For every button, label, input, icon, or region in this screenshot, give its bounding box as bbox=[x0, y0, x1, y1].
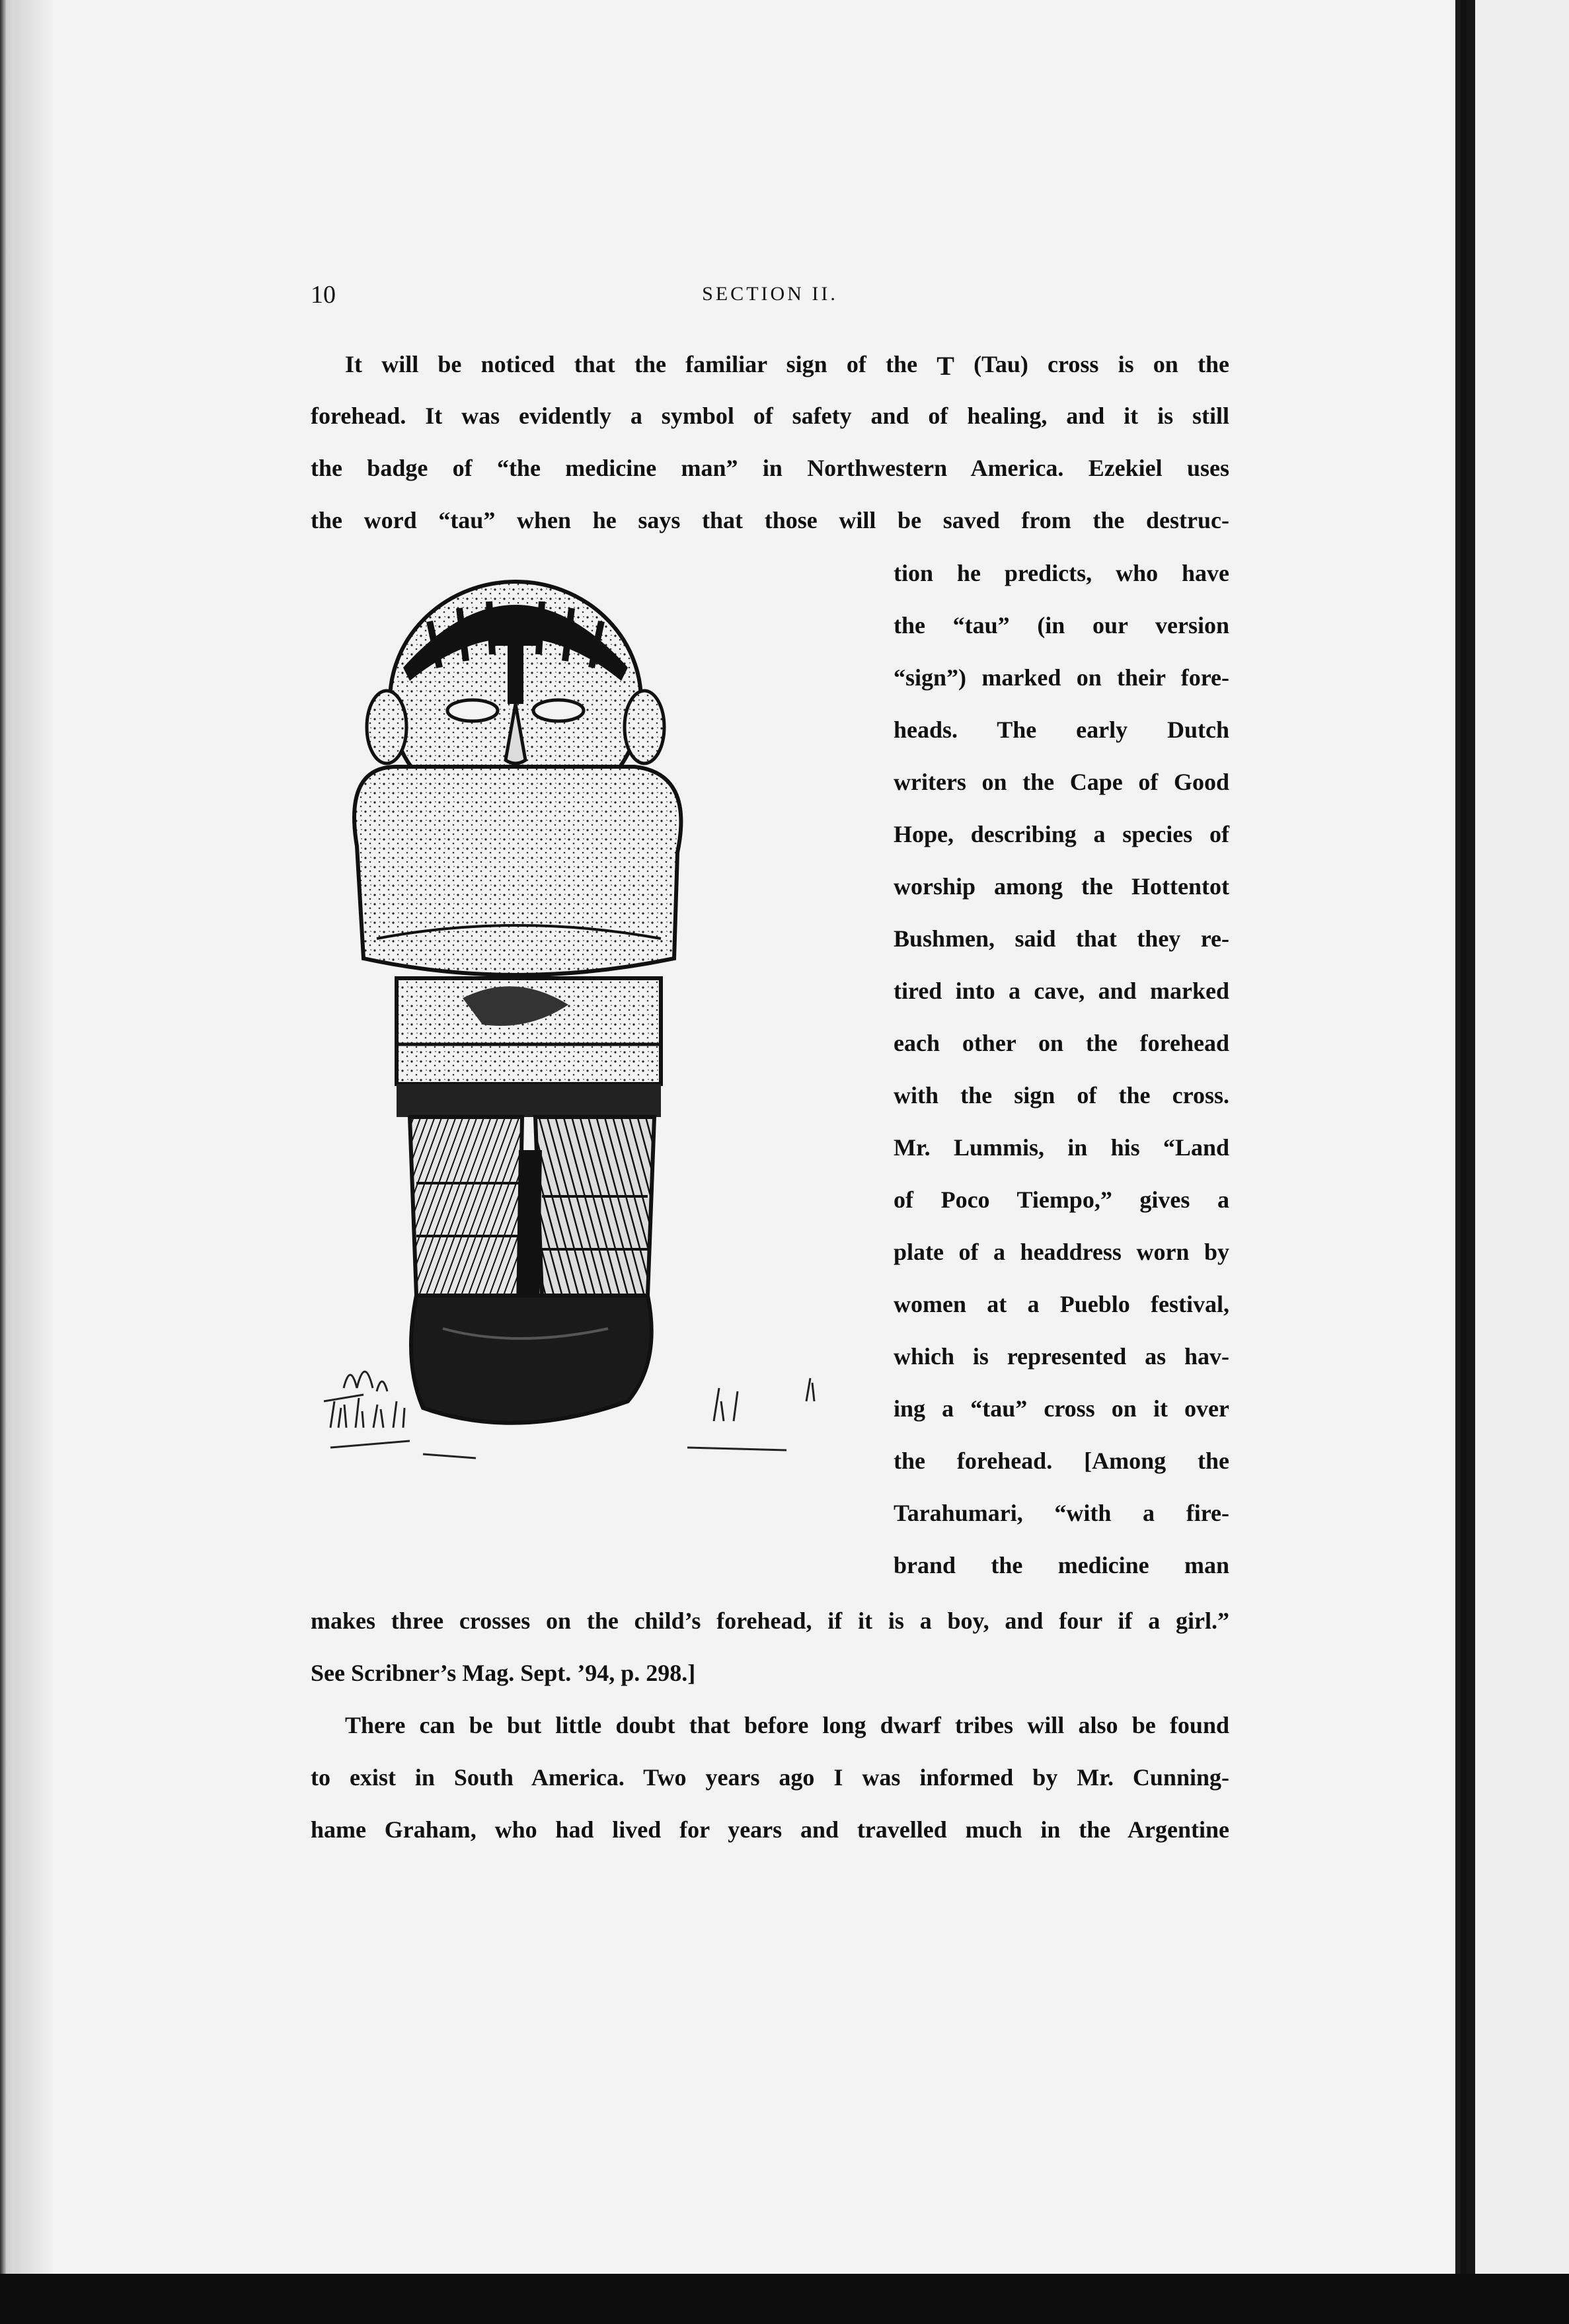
wrap-line: tion he predicts, who have bbox=[894, 560, 1229, 586]
page-divider bbox=[1466, 0, 1475, 2274]
paragraph2-line1: There can be but little doubt that before long dwarf tribes will also be found bbox=[345, 1712, 1229, 1738]
paragraph1-line3: the badge of “the medicine man” in Northwestern America. Ezekiel uses bbox=[311, 455, 1229, 481]
wrap-line: the “tau” (in our version bbox=[894, 612, 1229, 639]
wrap-line: brand the medicine man bbox=[894, 1552, 1229, 1578]
paragraph1-line4: the word “tau” when he says that those will be saved from the destruc- bbox=[311, 507, 1229, 533]
text-segment: (Tau) cross is on the bbox=[974, 351, 1229, 377]
paragraph2-line2: to exist in South America. Two years ago I was informed by Mr. Cunning- bbox=[311, 1764, 1229, 1791]
wrap-line: heads. The early Dutch bbox=[894, 717, 1229, 743]
section-title: SECTION II. bbox=[702, 283, 838, 305]
adjacent-page-edge bbox=[1466, 0, 1569, 2274]
wrap-line: each other on the forehead bbox=[894, 1030, 1229, 1056]
paragraph1-line2: forehead. It was evidently a symbol of safety and of healing, and it is still bbox=[311, 403, 1229, 429]
page-number: 10 bbox=[311, 281, 336, 309]
paragraph1-after-figure-line: makes three crosses on the child’s forehead, if it is a boy, and four if a girl.” bbox=[311, 1607, 1229, 1634]
tau-cross-glyph: T bbox=[937, 351, 954, 381]
scan-bottom-band bbox=[0, 2274, 1569, 2324]
wrap-line: Mr. Lummis, in his “Land bbox=[894, 1134, 1229, 1161]
wrap-line: Bushmen, said that they re- bbox=[894, 925, 1229, 952]
wrap-line: with the sign of the cross. bbox=[894, 1082, 1229, 1108]
wrap-line: tired into a cave, and marked bbox=[894, 978, 1229, 1004]
stone-idol-figure-engraving bbox=[317, 568, 866, 1580]
wrap-line: of Poco Tiempo,” gives a bbox=[894, 1186, 1229, 1213]
wrap-line: Tarahumari, “with a fire- bbox=[894, 1500, 1229, 1526]
wrap-line: worship among the Hottentot bbox=[894, 873, 1229, 900]
paragraph2-line3: hame Graham, who had lived for years and travelled much in the Argentine bbox=[311, 1816, 1229, 1843]
page-gutter-shade bbox=[15, 0, 54, 2274]
wrap-line: “sign”) marked on their fore- bbox=[894, 664, 1229, 691]
wrap-line: plate of a headdress worn by bbox=[894, 1239, 1229, 1265]
paragraph1-line1 bbox=[345, 349, 1229, 379]
text-segment: It will be noticed that the familiar sign of the bbox=[345, 351, 918, 377]
wrap-line: the forehead. [Among the bbox=[894, 1448, 1229, 1474]
wrap-line: ing a “tau” cross on it over bbox=[894, 1395, 1229, 1422]
wrap-line: writers on the Cape of Good bbox=[894, 769, 1229, 795]
running-head bbox=[311, 280, 1229, 313]
paragraph1-last-line: See Scribner’s Mag. Sept. ’94, p. 298.] bbox=[311, 1660, 696, 1686]
wrap-line: which is represented as hav- bbox=[894, 1343, 1229, 1370]
wrap-line: women at a Pueblo festival, bbox=[894, 1291, 1229, 1317]
wrap-line: Hope, describing a species of bbox=[894, 821, 1229, 847]
